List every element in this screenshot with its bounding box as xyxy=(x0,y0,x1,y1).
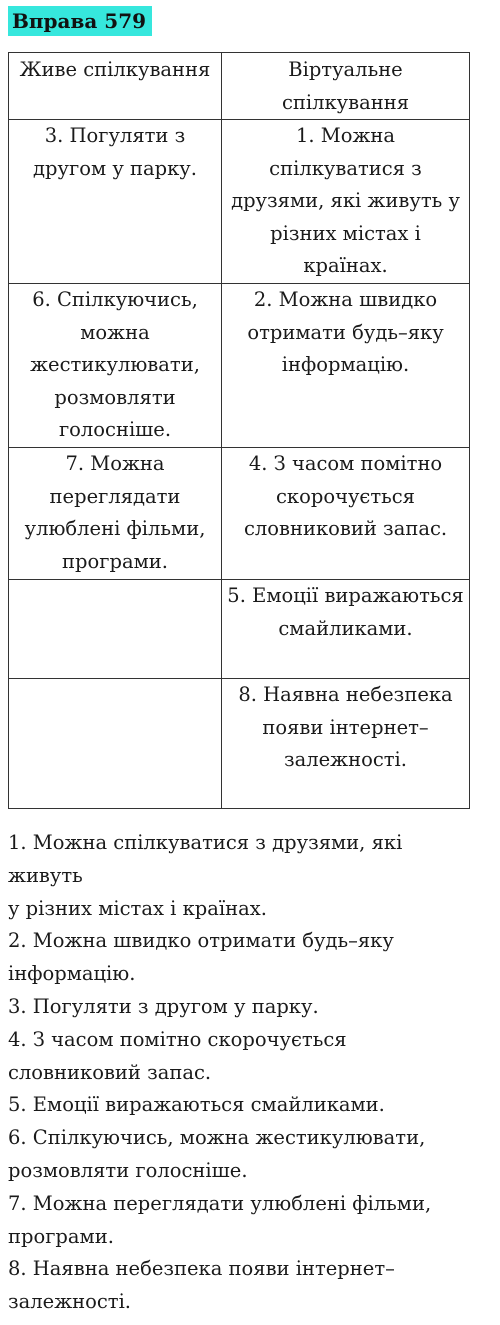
table-cell-live: 3. Погуляти з другом у парку. xyxy=(9,120,222,284)
table-row xyxy=(9,580,470,679)
table-cell-virtual: 5. Емоції виражаються смайликами. xyxy=(222,580,470,679)
list-item: 3. Погуляти з другом у парку. xyxy=(8,994,319,1018)
table-cell-virtual: 2. Можна швидко отримати будь–яку інформацію. xyxy=(222,284,470,448)
header-virtual-communication: Віртуальне спілкування xyxy=(222,53,470,120)
table-cell-virtual: 4. З часом помітно скорочується словниковий запас. xyxy=(222,448,470,580)
list-item: 2. Можна швидко отримати будь–яку інформацію. xyxy=(8,929,394,986)
header-live-communication: Живе спілкування xyxy=(9,53,222,120)
exercise-title-highlight xyxy=(8,6,152,36)
list-item: 1. Можна спілкуватися з друзями, які живуть у різних містах і країнах. xyxy=(8,831,403,920)
exercise-title: Вправа 579 xyxy=(12,9,147,33)
table-cell-live: 7. Можна переглядати улюблені фільми, програми. xyxy=(9,448,222,580)
table-row xyxy=(9,120,470,284)
comparison-table xyxy=(8,52,470,809)
table-row xyxy=(9,679,470,809)
table-cell-virtual: 8. Наявна небезпека появи інтернет–залежності. xyxy=(222,679,470,809)
table-row xyxy=(9,448,470,580)
numbered-list xyxy=(8,827,496,1319)
list-item: 6. Спілкуючись, можна жестикулювати, розмовляти голосніше. xyxy=(8,1126,426,1182)
table-cell-live xyxy=(9,580,222,679)
table-header-row xyxy=(9,53,470,120)
list-item: 7. Можна переглядати улюблені фільми, програми. xyxy=(8,1191,432,1248)
list-item: 4. З часом помітно скорочується словниковий запас. xyxy=(8,1027,347,1084)
table-cell-live xyxy=(9,679,222,809)
table-row xyxy=(9,284,470,448)
list-item: 8. Наявна небезпека появи інтернет– залежності. xyxy=(8,1257,395,1314)
table-cell-live: 6. Спілкуючись, можна жестикулювати, розмовляти голосніше. xyxy=(9,284,222,448)
list-item: 5. Емоції виражаються смайликами. xyxy=(8,1093,385,1117)
table-cell-virtual: 1. Можна спілкуватися з друзями, які живуть у різних містах і країнах. xyxy=(222,120,470,284)
